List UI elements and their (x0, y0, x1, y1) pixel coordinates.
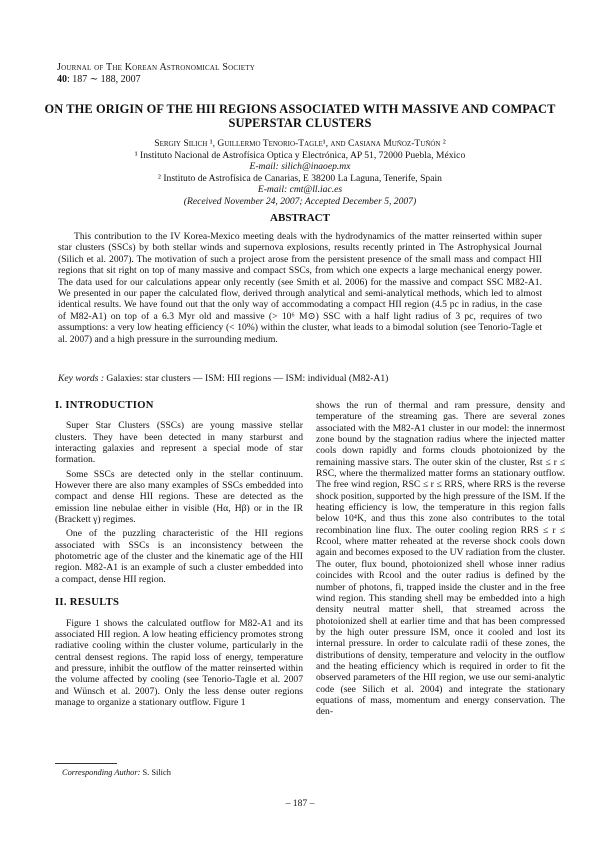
page-number: – 187 – (285, 798, 315, 809)
author-block (60, 138, 540, 207)
intro-heading: I. INTRODUCTION (55, 400, 154, 411)
right-column (316, 400, 565, 721)
affiliation-2: ² Instituto de Astrofísica de Canarias, E 38200 La Laguna, Tenerife, Spain (158, 172, 442, 184)
email-2: E-mail: cmt@ll.iac.es (257, 184, 343, 195)
intro-paragraph-1: Super Star Clusters (SSCs) are young massive stellar clusters. They have been detected in many starburst and interacting galaxies and represent a special mode of star formation. (55, 420, 303, 466)
journal-name: Journal of The Korean Astronomical Society (57, 62, 255, 73)
results-paragraph-1: Figure 1 shows the calculated outflow for M82-A1 and its associated HII region. A low heating efficiency promotes strong radiative cooling within the cluster volume, particularly in the central densest regions. The rapid loss of energy, temperature and pressure, inhibit the outflow of the matter reinserted within the volume affected by cooling (see Tenorio-Tagle et al. 2007 and Wünsch et al. 2007). Only the less dense outer regions manage to organize a stationary outflow. Figure 1 (55, 617, 303, 708)
journal-pages: : 187 ∼ 188, 2007 (67, 74, 141, 85)
journal-volume: 40 (57, 74, 67, 85)
keywords-label: Key words : (58, 373, 105, 384)
journal-header (57, 62, 255, 86)
paper-title: ON THE ORIGIN OF THE HII REGIONS ASSOCIATED WITH MASSIVE AND COMPACT SUPERSTAR CLUSTERS (44, 102, 556, 130)
keywords (58, 373, 542, 384)
abstract-heading: ABSTRACT (270, 212, 330, 224)
footnote-divider (55, 763, 117, 764)
footnote (62, 768, 171, 777)
intro-paragraph-3: One of the puzzling characteristic of the HII regions associated with SSCs is an inconsistency between the photometric age of the cluster and the kinematic age of the HII region. M82-A1 is an example of such a cluster embedded into a compact, dense HII region. (55, 528, 303, 585)
author-names: Sergiy Silich ¹, Guillermo Tenorio-Tagle¹, and Casiana Muñoz-Tuñón ² (154, 138, 446, 149)
journal-volume-line (57, 74, 255, 86)
footnote-name: S. Silich (142, 768, 171, 777)
results-heading: II. RESULTS (55, 597, 120, 609)
email-1: E-mail: silich@inaoep.mx (249, 161, 351, 172)
received-dates: (Received November 24, 2007; Accepted December 5, 2007) (183, 195, 417, 207)
right-column-text: shows the run of thermal and ram pressure, density and temperature of the streaming gas. There are several zones associated with the M82-A1 cluster in our model: the innermost zone bound by the stagnation radius where the injected matter cools down rapidly and forms clouds photoionized by the remaining massive stars. The outer skin of the cluster, Rst ≤ r ≤ RSC, where the thermalized matter forms an stationary outflow. The free wind region, RSC ≤ r ≤ RRS, where RRS is the reverse shock position, supported by the high pressure of the ISM. If the heating efficiency is low, the temperature in this region falls below 10⁴K, and thus this zone also contributes to the total recombination line flux. The outer cooling region RRS ≤ r ≤ Rcool, where matter reheated at the reverse shock cools down again and becomes exposed to the UV radiation from the cluster. The outer, flux bound, photoionized shell whose inner radius coincides with Rcool and the outer radius is defined by the number of photons, fi, trapped inside the cluster and in the free wind region. This standing shell may be embedded into a high density neutral matter shell, that streamed across the photoionized shell at earlier time and that has been compressed by the high outer pressure ISM, once it cooled and lost its internal pressure. In order to calculate radii of these zones, the distributions of density, temperature and velocity in the outflow and the heating efficiency which is required in order to fit the observed parameters of the HII region, we use our semi-analytic code (see Silich et al. 2004) and integrate the stationary equations of mass, momentum and energy conservation. The den- (316, 400, 565, 718)
abstract-text: This contribution to the IV Korea-Mexico meeting deals with the hydrodynamics of the matter reinserted within super star clusters (SSCs) by both stellar winds and supernova explosions, results recently printed in The Astrophysical Journal (Silich et al. 2007). The motivation of such a project arose from the persistent presence of the small mass and compact HII regions that sit right on top of many massive and compact SSCs, from which one expects a large mechanical energy power. The data used for our calculations appear only recently (see Smith et al. 2006) for the massive and compact SSC M82-A1. We presented in our paper the calculated flow, derived through analytical and semi-analytical methods, which led to almost identical results. We have found out that the only way of accommodating a compact HII region (4.5 pc in radius, in the case of M82-A1) on top of a 6.3 Myr old and massive (> 10⁶ M⊙) SSC with a half light radius of 3 pc, requires of two assumptions: a very low heating efficiency (< 10%) within the cluster, what leads to a bimodal solution (see Tenorio-Tagle et al. 2007) and a high pressure in the surrounding medium. (58, 231, 542, 345)
footnote-label: Corresponding Author: (62, 768, 141, 777)
keywords-text: Galaxies: star clusters — ISM: HII regions — ISM: individual (M82-A1) (106, 373, 389, 384)
intro-paragraph-2: Some SSCs are detected only in the stellar continuum. However there are also many examples of SSCs embedded into compact and dense HII regions. These are detected as the emission line nebulae either in visible (Hα, Hβ) or in the IR (Brackett γ) regimes. (55, 468, 303, 526)
affiliation-1: ¹ Instituto Nacional de Astrofísica Optica y Electrónica, AP 51, 72000 Puebla, México (134, 149, 466, 161)
left-column (55, 400, 303, 711)
